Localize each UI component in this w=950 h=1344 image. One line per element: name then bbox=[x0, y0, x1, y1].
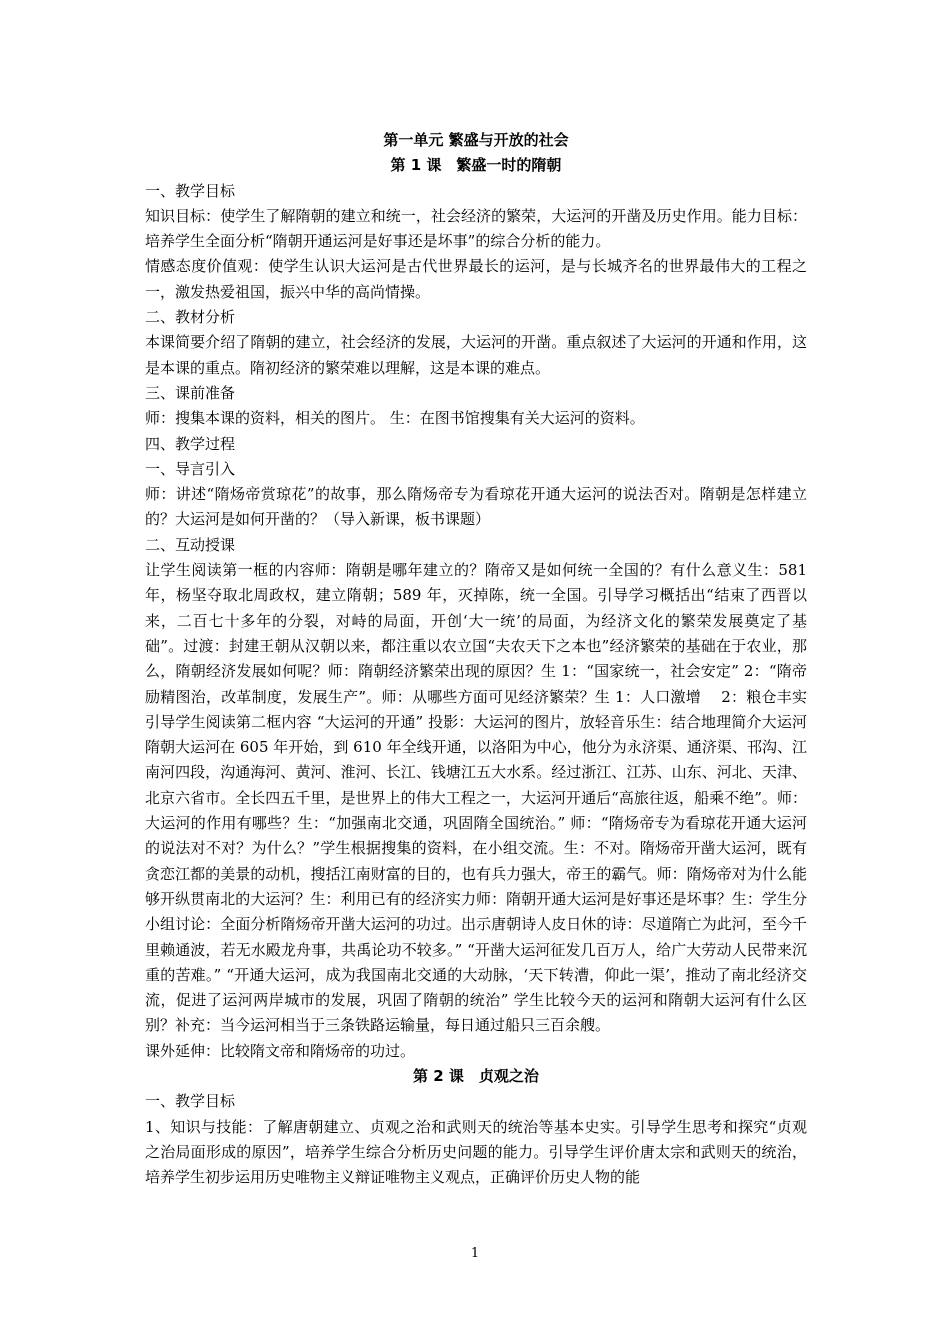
paragraph: 师：搜集本课的资料，相关的图片。 生：在图书馆搜集有关大运河的资料。 bbox=[145, 409, 645, 428]
page-number: 1 bbox=[470, 1246, 480, 1261]
document-body bbox=[145, 128, 807, 1190]
paragraph: 1、知识与技能：了解唐朝建立、贞观之治和武则天的统治等基本史实。引导学生思考和探究“贞观之治局面形成的原因”，培养学生综合分析历史问题的能力。引导学生评价唐太宗和武则天的统治，培养学生初步运用历史唯物主义辩证唯物主义观点，正确评价历史人物的能 bbox=[145, 1117, 807, 1187]
unit-title: 第一单元 繁盛与开放的社会 bbox=[383, 131, 569, 149]
lesson-2-title: 第 2 课 贞观之治 bbox=[413, 1066, 539, 1085]
section-heading: 三、课前准备 bbox=[145, 383, 236, 402]
paragraph: 情感态度价值观：使学生认识大运河是古代世界最长的运河，是与长城齐名的世界最伟大的工程之一，激发热爱祖国，振兴中华的高尚情操。 bbox=[145, 257, 807, 301]
paragraph: 课外延伸：比较隋文帝和隋炀帝的功过。 bbox=[145, 1041, 416, 1060]
lesson-1-title: 第 1 课 繁盛一时的隋朝 bbox=[390, 156, 562, 175]
section-heading: 二、教材分析 bbox=[145, 308, 236, 327]
section-heading: 一、教学目标 bbox=[145, 181, 236, 200]
section-heading: 二、互动授课 bbox=[145, 535, 236, 554]
paragraph: 让学生阅读第一框的内容师：隋朝是哪年建立的？隋帝又是如何统一全国的？有什么意义生：581 年，杨坚夺取北周政权，建立隋朝；589 年，灭掉陈，统一全国。引导学习概括出“结束了西晋以来，二百七十多年的分裂，对峙的局面，开创‘大一统’的局面，为经济文化的繁荣发展奠定了基础”。过渡：封建王朝从汉朝以来，都注重以农立国“夫农天下之本也”经济繁荣的基础在于农业，那么，隋朝经济发展如何呢？师：隋朝经济繁荣出现的原因？生 1：“国家统一，社会安定” 2：“隋帝励精图治，改革制度，发展生产”。师：从哪些方面可见经济繁荣？生 1：人口激增 2：粮仓丰实引导学生阅读第二框内容 “大运河的开通” 投影：大运河的图片，放轻音乐生：结合地理简介大运河隋朝大运河在 605 年开始，到 610 年全线开通，以洛阳为中心，他分为永济渠、通济渠、邗沟、江南河四段，沟通海河、黄河、淮河、长江、钱塘江五大水系。经过浙江、江苏、山东、河北、天津、北京六省市。全长四五千里，是世界上的伟大工程之一，大运河开通后“高旅往返，船乘不绝”。师：大运河的作用有哪些？生：“加强南北交通，巩固隋全国统治。” 师：“隋炀帝专为看琼花开通大运河的说法对不对？为什么？”学生根据搜集的资料，在小组交流。生：不对。隋炀帝开凿大运河，既有贪恋江都的美景的动机，搜括江南财富的目的，也有兵力强大，帝王的霸气。师：隋炀帝对为什么能够开纵贯南北的大运河？生：利用已有的经济实力师：隋朝开通大运河是好事还是坏事？生：学生分小组讨论：全面分析隋炀帝开凿大运河的功过。出示唐朝诗人皮日休的诗：尽道隋亡为此河，至今千里赖通波，若无水殿龙舟事，共禹论功不较多。” “开凿大运河征发几百万人，给广大劳动人民带来沉重的苦难。” “开通大运河，成为我国南北交通的大动脉，‘天下转漕，仰此一渠’，推动了南北经济交流，促进了运河两岸城市的发展，巩固了隋朝的统治” 学生比较今天的运河和隋朝大运河有什么区别？补充：当今运河相当于三条铁路运输量，每日通过船只三百余艘。 bbox=[145, 561, 807, 1035]
paragraph: 本课简要介绍了隋朝的建立，社会经济的发展，大运河的开凿。重点叙述了大运河的开通和作用，这是本课的重点。隋初经济的繁荣难以理解，这是本课的难点。 bbox=[145, 333, 807, 377]
paragraph: 师：讲述“隋炀帝赏琼花”的故事，那么隋炀帝专为看琼花开通大运河的说法否对。隋朝是怎样建立的？大运河是如何开凿的？（导入新课，板书课题） bbox=[145, 485, 807, 529]
section-heading: 一、导言引入 bbox=[145, 459, 236, 478]
section-heading: 四、教学过程 bbox=[145, 434, 236, 453]
section-heading: 一、教学目标 bbox=[145, 1092, 236, 1111]
paragraph: 知识目标：使学生了解隋朝的建立和统一，社会经济的繁荣，大运河的开凿及历史作用。能力目标：培养学生全面分析“隋朝开通运河是好事还是坏事”的综合分析的能力。 bbox=[145, 206, 807, 251]
